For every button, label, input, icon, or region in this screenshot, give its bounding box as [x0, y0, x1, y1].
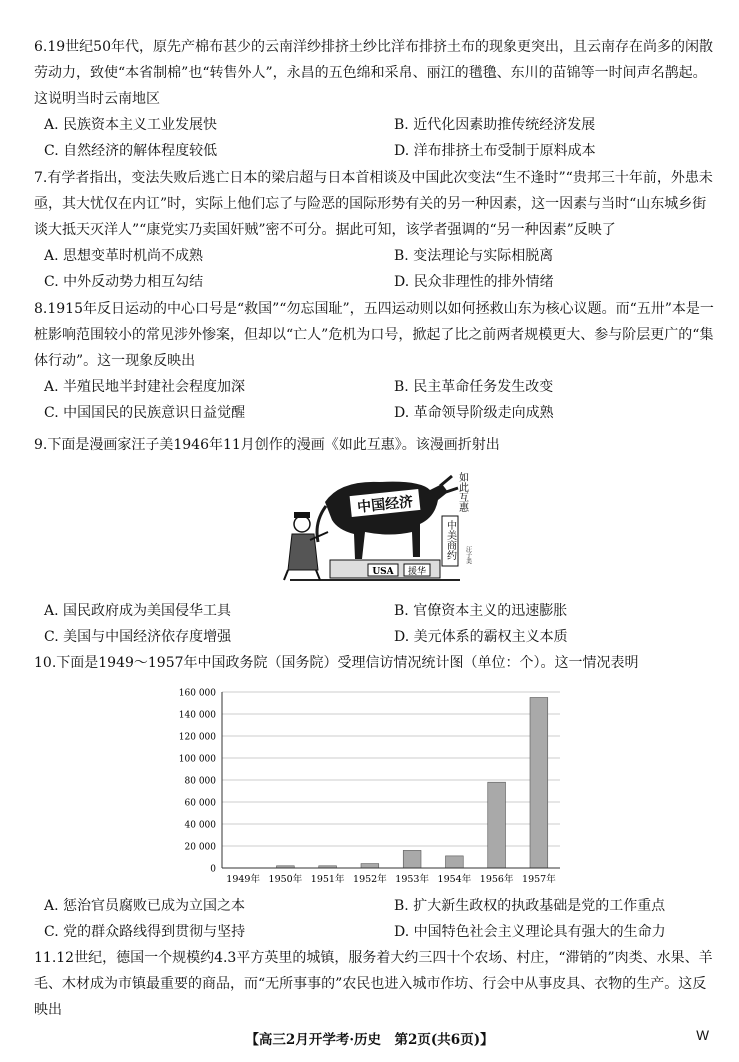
x-tick-label: 1954年 — [437, 874, 472, 885]
option-b[interactable]: B. 近代化因素助推传统经济发展 — [394, 117, 596, 133]
question-9-stem: 9.下面是漫画家汪子美1946年11月创作的漫画《如此互惠》。该漫画折射出 — [34, 437, 500, 453]
option-d[interactable]: D. 美元体系的霸权主义本质 — [394, 629, 568, 645]
treaty-label: 中美商约 — [444, 520, 456, 560]
option-a[interactable]: A. 国民政府成为美国侵华工具 — [44, 603, 232, 619]
question-6-stem: 6.19世纪50年代，原先产棉布甚少的云南洋纱排挤土纱比洋布排挤土布的现象更突出，且云南存在尚多的闲散劳动力，致使“本省制棉”也“转售外人”，永昌的五色绵和采帛、丽江的氆氇、东川的苗锦等一时间声名鹊起。这说明当时云南地区 — [34, 39, 713, 107]
option-d[interactable]: D. 民众非理性的排外情绪 — [394, 274, 554, 290]
sign-usa: USA — [372, 567, 394, 577]
question-8 — [34, 296, 714, 426]
question-7-options — [44, 243, 714, 295]
option-c[interactable]: C. 自然经济的解体程度较低 — [44, 143, 218, 159]
y-tick-label: 40 000 — [184, 820, 216, 831]
question-11-stem: 11.12世纪，德国一个规模约4.3平方英里的城镇，服务着大约三四十个农场、村庄，“滞销的”肉类、水果、羊毛、木材成为市镇最重要的商品，而“无所事事的”农民也进入城市作坊、行会中从事皮具、衣物的生产。这反映出 — [34, 950, 713, 1018]
question-10-stem: 10.下面是1949～1957年中国政务院（国务院）受理信访情况统计图（单位：个）。这一情况表明 — [34, 655, 639, 671]
bar-1956年 — [488, 782, 506, 868]
y-tick-label: 160 000 — [178, 688, 216, 699]
y-tick-label: 140 000 — [178, 710, 216, 721]
option-c[interactable]: C. 美国与中国经济依存度增强 — [44, 629, 232, 645]
x-tick-label: 1956年 — [479, 874, 514, 885]
option-b[interactable]: B. 变法理论与实际相脱离 — [394, 248, 554, 264]
bar-1957年 — [530, 698, 548, 869]
bar-1952年 — [361, 864, 379, 868]
y-tick-label: 80 000 — [184, 776, 216, 787]
question-8-options — [44, 374, 714, 426]
chart-x-tick-labels — [226, 873, 556, 885]
option-a[interactable]: A. 民族资本主义工业发展快 — [44, 117, 218, 133]
question-7-stem: 7.有学者指出，变法失败后逃亡日本的梁启超与日本首相谈及中国此次变法“生不逢时”“贵邦三十年前，外患未亟，其大忧仅在内讧”时，实际上他们忘了与险恶的国际形势有关的另一种因素，这一因素与当时“山东城乡街谈大抵天灭洋人”“康党实乃卖国奸贼”密不可分。据此可知，该学者强调的“另一种因素”反映了 — [34, 170, 713, 238]
bar-chart — [160, 680, 580, 895]
option-b[interactable]: B. 民主革命任务发生改变 — [394, 379, 554, 395]
x-tick-label: 1953年 — [395, 874, 429, 885]
option-c[interactable]: C. 党的群众路线得到贯彻与坚持 — [44, 924, 246, 940]
footer-mark: W — [696, 1028, 709, 1043]
x-tick-label: 1950年 — [268, 874, 303, 885]
question-10 — [34, 650, 714, 676]
question-9-options — [44, 598, 724, 650]
option-d[interactable]: D. 革命领导阶级走向成熟 — [394, 405, 554, 421]
cartoon-table — [330, 560, 440, 578]
chart-bars — [277, 698, 548, 869]
option-d[interactable]: D. 中国特色社会主义理论具有强大的生命力 — [394, 924, 666, 940]
question-8-stem: 8.1915年反日运动的中心口号是“救国”“勿忘国耻”，五四运动则以如何拯救山东为核心议题。而“五卅”本是一桩影响范围较小的常见涉外惨案，但却以“亡人”危机为口号，掀起了比之前两者规模更大、参与阶层更广的“集体行动”。这一现象反映出 — [34, 301, 714, 369]
y-tick-label: 20 000 — [184, 842, 216, 853]
sign-right: 援华 — [407, 567, 427, 577]
y-tick-label: 0 — [210, 864, 216, 875]
x-tick-label: 1957年 — [522, 874, 556, 885]
option-d[interactable]: D. 洋布排挤土布受制于原料成本 — [394, 143, 596, 159]
option-a[interactable]: A. 惩治官员腐败已成为立国之本 — [44, 898, 246, 914]
option-a[interactable]: A. 思想变革时机尚不成熟 — [44, 248, 204, 264]
chart-y-tick-labels — [179, 689, 216, 875]
x-tick-label: 1952年 — [353, 874, 387, 885]
x-tick-label: 1949年 — [226, 874, 260, 885]
question-6 — [34, 34, 714, 164]
page-footer: 【高三2月开学考·历史 第2页(共6页)】 — [245, 1032, 494, 1048]
y-tick-label: 60 000 — [184, 798, 216, 809]
cartoon-side-title: 如此互惠 — [456, 472, 468, 512]
bar-1953年 — [403, 850, 421, 868]
option-c[interactable]: C. 中国国民的民族意识日益觉醒 — [44, 405, 246, 421]
artist-signature: 汪子美 — [464, 546, 472, 564]
option-b[interactable]: B. 官僚资本主义的迅速膨胀 — [394, 603, 568, 619]
option-c[interactable]: C. 中外反动势力相互勾结 — [44, 274, 204, 290]
question-6-options — [44, 112, 714, 164]
question-11 — [34, 945, 714, 1023]
y-tick-label: 120 000 — [178, 732, 216, 743]
cartoon-illustration — [270, 462, 480, 595]
option-b[interactable]: B. 扩大新生政权的执政基础是党的工作重点 — [394, 898, 666, 914]
bull-label: 中国经济 — [356, 494, 414, 516]
question-9 — [34, 432, 714, 458]
chart-gridlines — [222, 692, 560, 846]
bar-1954年 — [446, 856, 464, 868]
question-7 — [34, 165, 714, 295]
x-tick-label: 1951年 — [310, 874, 345, 885]
option-a[interactable]: A. 半殖民地半封建社会程度加深 — [44, 379, 246, 395]
question-10-options — [44, 893, 724, 945]
y-tick-label: 100 000 — [178, 754, 216, 765]
